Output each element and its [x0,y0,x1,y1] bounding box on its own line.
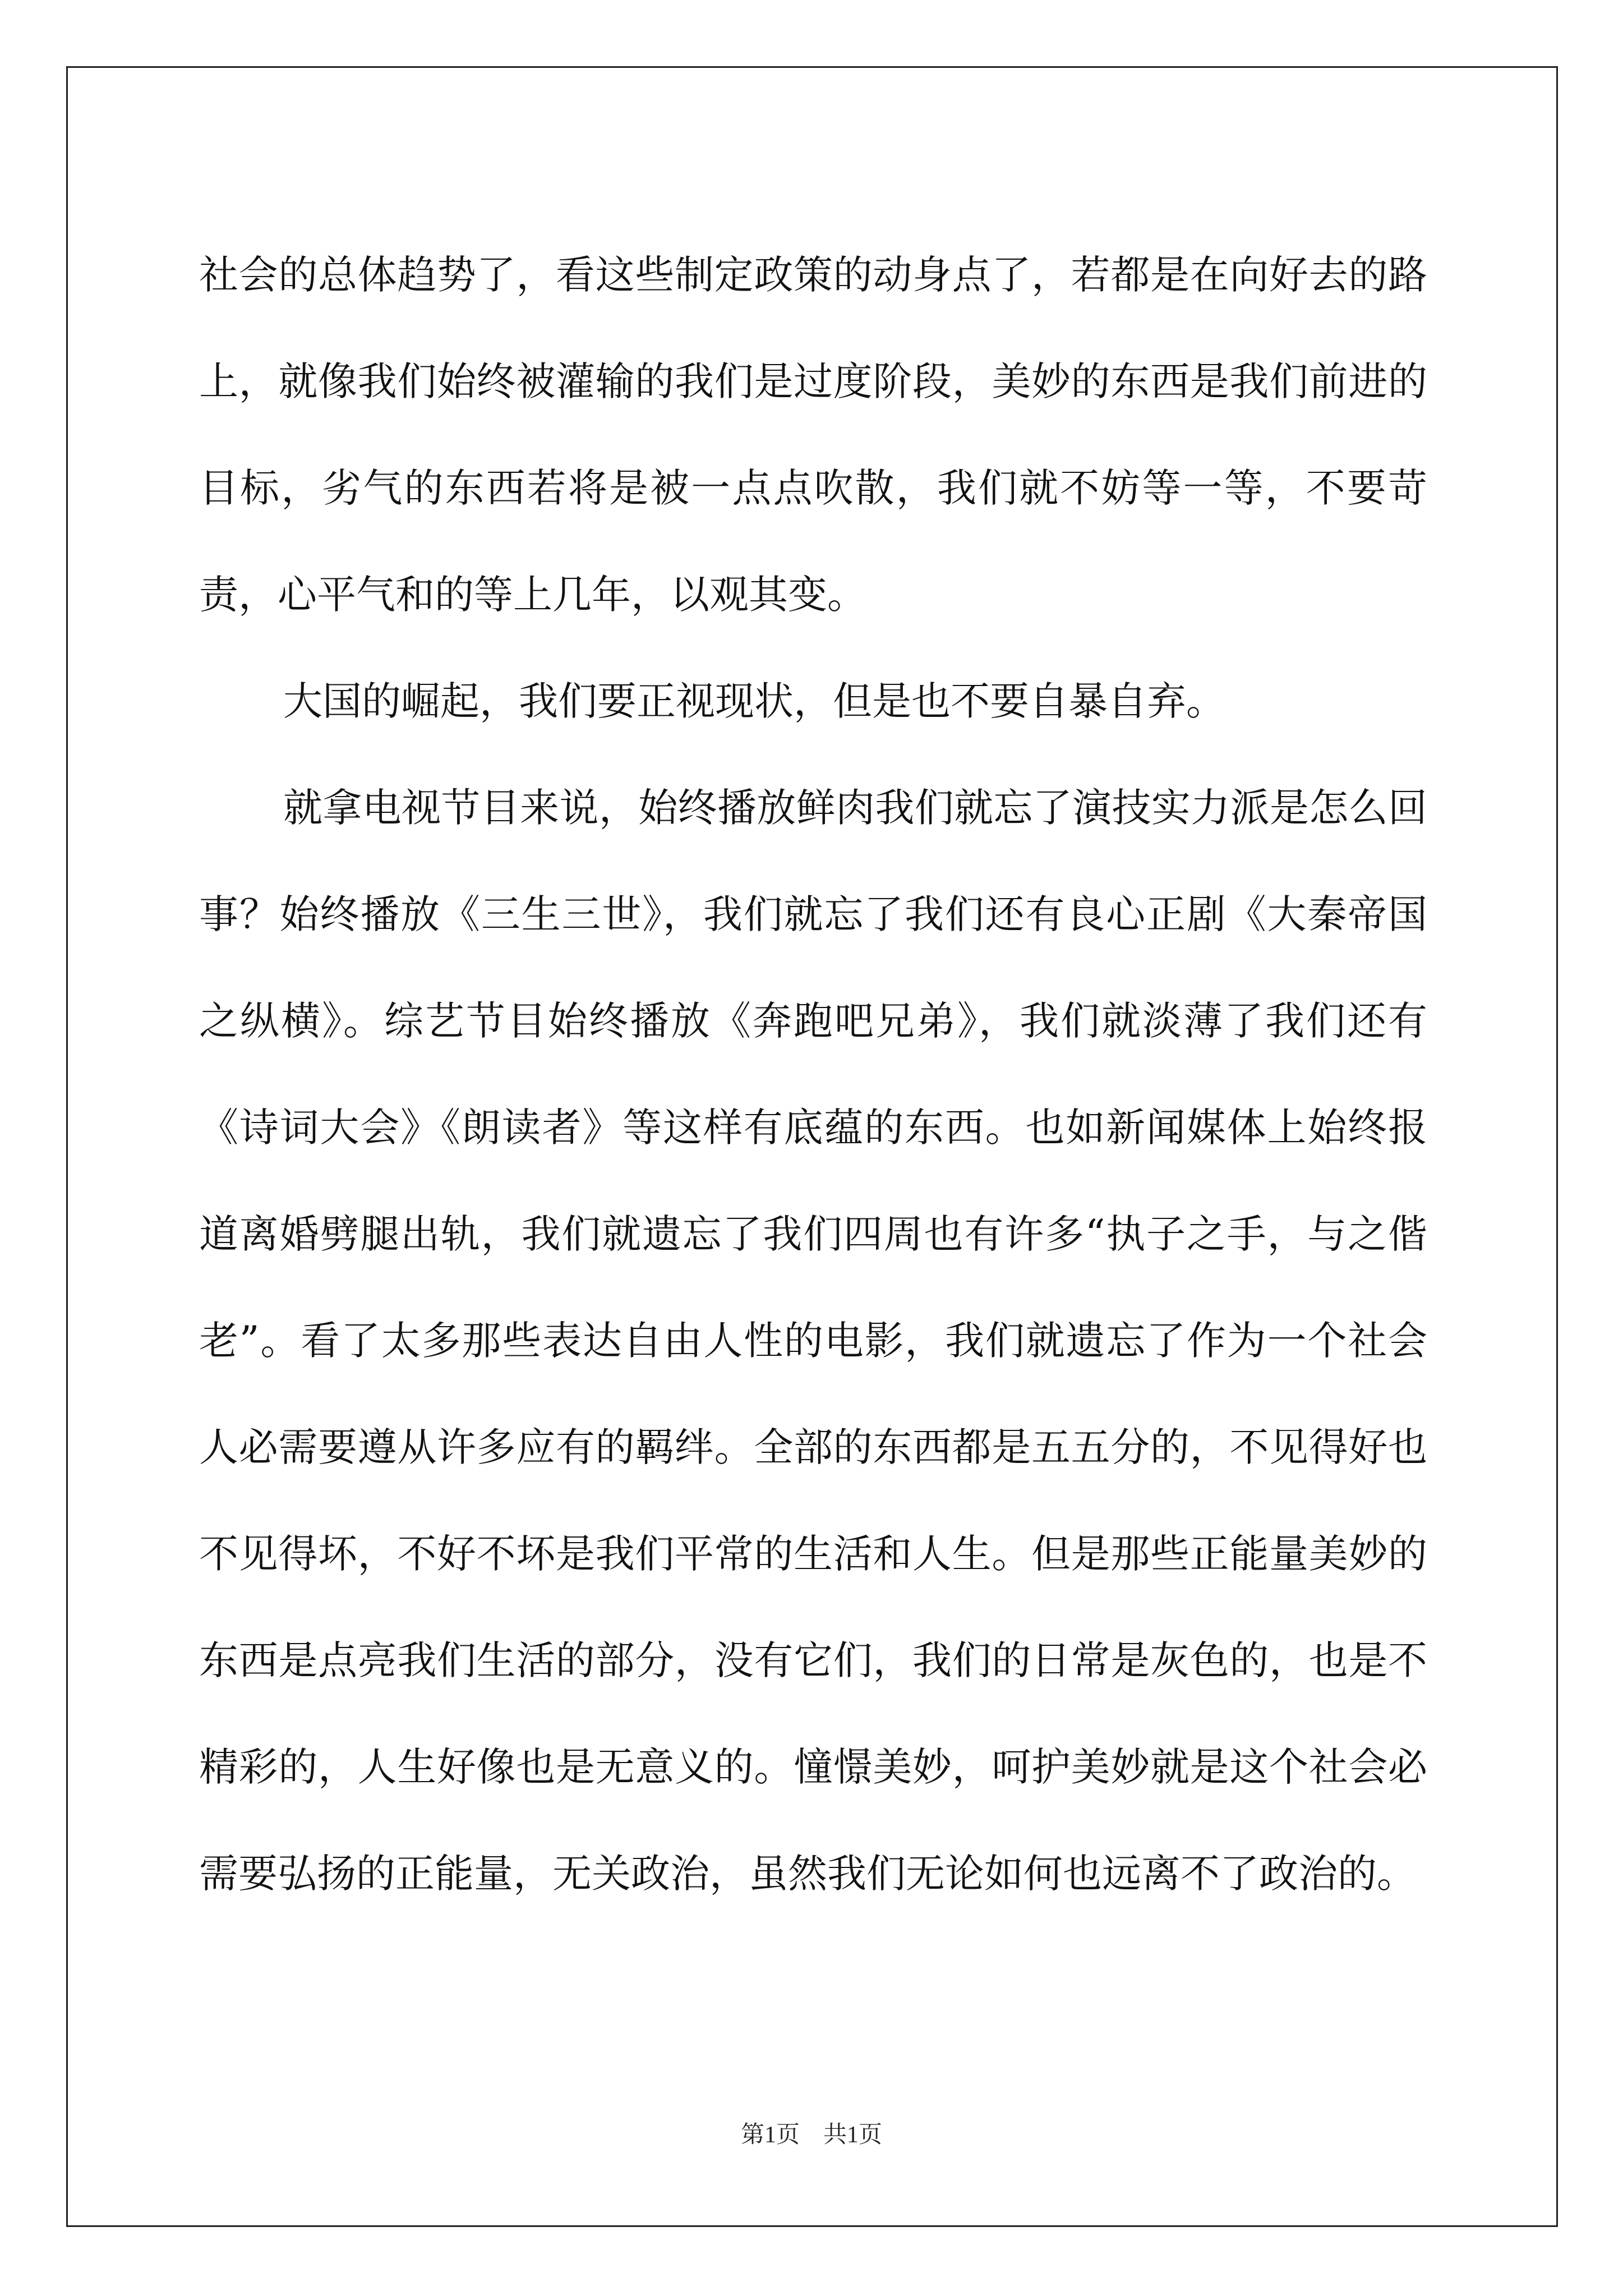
paragraph-3: 就拿电视节目来说，始终播放鲜肉我们就忘了演技实力派是怎么回事？始终播放《三生三世》，我们就忘了我们还有良心正剧《大秦帝国之纵横》。综艺节目始终播放《奔跑吧兄弟》，我们就淡薄了我们还有《诗词大会》《朗读者》等这样有底蕴的东西。也如新闻媒体上始终报道离婚劈腿出轨，我们就遗忘了我们四周也有许多“执子之手，与之偕老”。看了太多那些表达自由人性的电影，我们就遗忘了作为一个社会人必需要遵从许多应有的羁绊。全部的东西都是五五分的，不见得好也不见得坏，不好不坏是我们平常的生活和人生。但是那些正能量美妙的东西是点亮我们生活的部分，没有它们，我们的日常是灰色的，也是不精彩的，人生好像也是无意义的。憧憬美妙，呵护美妙就是这个社会必需要弘扬的正能量，无关政治，虽然我们无论如何也远离不了政治的。 [199,785,1427,1897]
paragraph-1: 社会的总体趋势了，看这些制定政策的动身点了，若都是在向好去的路上，就像我们始终被灌输的我们是过度阶段，美妙的东西是我们前进的目标，劣气的东西若将是被一点点吹散，我们就不妨等一等，不要苛责，心平气和的等上几年，以观其变。 [199,252,1427,618]
paragraph-2: 大国的崛起，我们要正视现状，但是也不要自暴自弃。 [283,678,1225,724]
page-footer: 第1页 共1页 [740,2122,882,2148]
document-body [199,222,1427,1927]
